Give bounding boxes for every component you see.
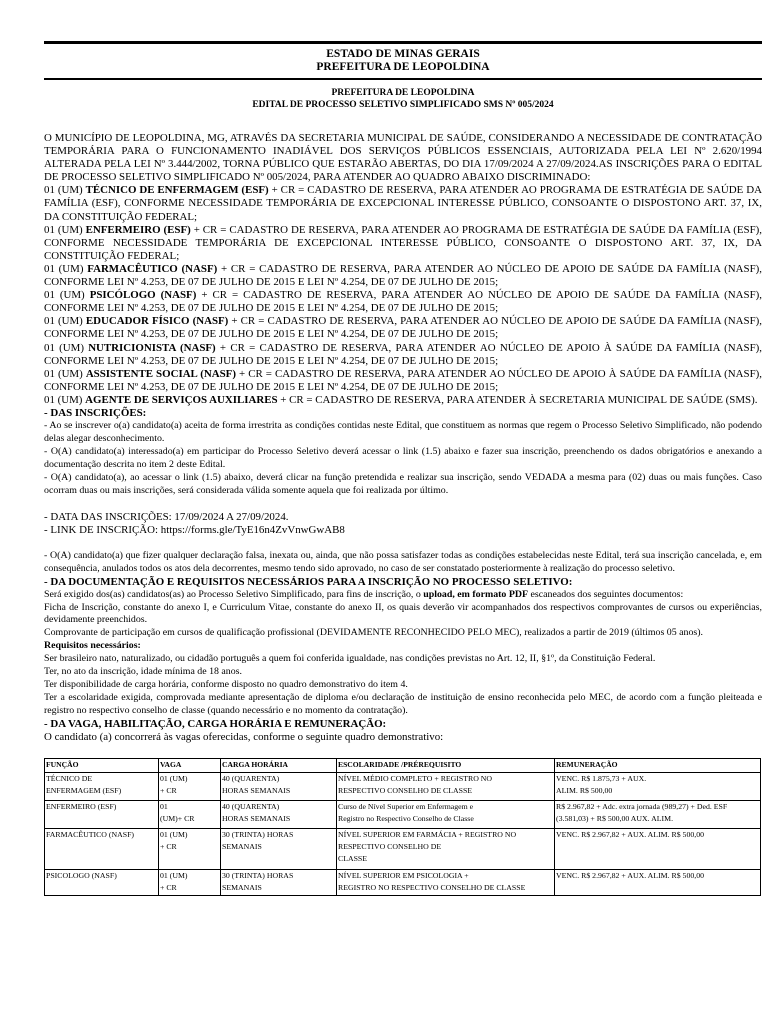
vacancy-item: 01 (UM) ENFERMEIRO (ESF) + CR = CADASTRO DE RESERVA, PARA ATENDER AO PROGRAMA DE ESTRATÉGIA DE SAÚDE DA FAMÍLIA (ESF), CONFORME NECESSIDADE TEMPORÁRIA DE EXCEPCIONAL INTERESSE PÚBLICO, CONSOANTE O DISPOSTONO ART. 37, IX, DA CONSTITUIÇÃO FEDERAL;	[44, 223, 763, 262]
col-vaga-header: VAGA	[159, 758, 221, 772]
cell-funcao: PSICOLOGO (NASF)	[45, 869, 159, 895]
vacancy-list	[44, 184, 762, 407]
cell-vaga: 01 (UM) + CR	[159, 772, 221, 800]
cell-escolaridade: NÍVEL SUPERIOR EM PSICOLOGIA + REGISTRO NO RESPECTIVO CONSELHO DE CLASSE	[337, 869, 555, 895]
col-funcao-header: FUNÇÃO	[45, 758, 159, 772]
cell-escolaridade: NÍVEL SUPERIOR EM FARMÁCIA + REGISTRO NO RESPECTIVO CONSELHO DE CLASSE	[337, 828, 555, 869]
table-row	[45, 772, 761, 800]
inscricao-item: - O(A) candidato(a), ao acessar o link (1.5) abaixo, deverá clicar na função pretendida e realizar sua inscrição, sendo VEDADA a mesma para (02) duas ou mais funções. Caso ocorram duas ou mais inscrições, será considerada válida somente aquela que foi realizada por último.	[44, 471, 762, 496]
vacancy-item: 01 (UM) AGENTE DE SERVIÇOS AUXILIARES + CR = CADASTRO DE RESERVA, PARA ATENDER À SECRETARIA MUNICIPAL DE SAÚDE (SMS).	[44, 393, 758, 406]
cell-vaga: 01 (UM)+ CR	[159, 800, 221, 828]
vacancy-role: ASSISTENTE SOCIAL (NASF)	[85, 367, 236, 380]
false-declaration-paragraph: - O(A) candidato(a) que fizer qualquer declaração falsa, inexata ou, ainda, que não possa satisfazer todas as condições estabelecidas neste Edital, terá sua inscrição cancelada, e, em consequência, anulados todos os atos dela decorrentes, mesmo tendo sido aprovado, no caso de ser constatado posteriormente à realização do processo seletivo.	[44, 549, 762, 574]
header-city: PREFEITURA DE LEOPOLDINA	[316, 61, 490, 73]
cell-escolaridade: Curso de Nível Superior em Enfermagem e Registro no Respectivo Conselho de Classe	[337, 800, 555, 828]
vaga-heading: - DA VAGA, HABILITAÇÃO, CARGA HORÁRIA E REMUNERAÇÃO:	[44, 717, 387, 730]
vacancy-item: 01 (UM) PSICÓLOGO (NASF) + CR = CADASTRO DE RESERVA, PARA ATENDER AO NÚCLEO DE APOIO DE SAÚDE DA FAMÍLIA (NASF), CONFORME LEI Nº 4.253, DE 07 DE JULHO DE 2015 E LEI Nº 4.254, DE 07 DE JULHO DE 2015;	[44, 289, 762, 315]
col-carga-header: CARGA HORÁRIA	[221, 758, 337, 772]
document-body	[44, 132, 762, 744]
col-remuneracao-header: REMUNERAÇÃO	[555, 758, 761, 772]
requisito-item: Ter disponibilidade de carga horária, conforme disposto no quadro demonstrativo do item 4.	[44, 678, 408, 690]
cell-remuneracao: VENC. R$ 2.967,82 + AUX. ALIM. R$ 500,00	[555, 869, 761, 895]
cell-funcao: TÉCNICO DE ENFERMAGEM (ESF)	[45, 772, 159, 800]
documentacao-section	[44, 589, 762, 718]
table-header-row	[45, 758, 761, 772]
cell-vaga: 01 (UM) + CR	[159, 828, 221, 869]
vacancy-item: 01 (UM) TÉCNICO DE ENFERMAGEM (ESF) + CR = CADASTRO DE RESERVA, PARA ATENDER AO PROGRAMA DE ESTRATÉGIA DE SAÚDE DA FAMÍLIA (ESF), CONFORME NECESSIDADE TEMPORÁRIA DE EXCEPCIONAL INTERESSE PÚBLICO, CONSOANTE O DISPOSTONO ART. 37, IX, DA CONSTITUIÇÃO FEDERAL;	[44, 184, 762, 223]
vacancy-role: PSICÓLOGO (NASF)	[89, 289, 197, 302]
vacancy-role: EDUCADOR FÍSICO (NASF)	[85, 315, 229, 328]
inscricao-dates: - DATA DAS INSCRIÇÕES: 17/09/2024 A 27/09/2024.	[44, 510, 289, 523]
edital-title: EDITAL DE PROCESSO SELETIVO SIMPLIFICADO SMS Nº 005/2024	[252, 100, 554, 110]
intro-paragraph: O MUNICÍPIO DE LEOPOLDINA, MG, ATRAVÉS DA SECRETARIA MUNICIPAL DE SAÚDE, CONSIDERANDO A NECESSIDADE DE CONTRATAÇÃO TEMPORÁRIA PARA O FUNCIONAMENTO INADIÁVEL DOS SERVIÇOS PÚBLICOS ESSENCIAIS, AUTORIZADA PELA LEI Nº 2.620/1994 ALTERADA PELA LEI Nº 3.444/2002, TORNA PÚBLICO QUE ESTARÃO ABERTAS, DO DIA 17/09/2024 A 27/09/2024.AS INSCRIÇÕES PARA O EDITAL DE PROCESSO SELETIVO SIMPLIFICADO Nº 005/2024, PARA ATENDER AO QUADRO ABAIXO DISCRIMINADO:	[44, 132, 762, 184]
document-page	[44, 0, 762, 896]
cell-carga: 40 (QUARENTA) HORAS SEMANAIS	[221, 772, 337, 800]
vacancy-role: ENFERMEIRO (ESF)	[85, 223, 191, 236]
inscricao-item: - O(A) candidato(a) interessado(a) em participar do Processo Seletivo deverá acessar o link (1.5) abaixo e fazer sua inscrição, preenchendo os dados obrigatórios e anexando a documentação descrita no item 2 deste Edital.	[44, 445, 762, 470]
table-row	[45, 828, 761, 869]
cell-funcao: FARMACÊUTICO (NASF)	[45, 828, 159, 869]
vacancy-item: 01 (UM) FARMACÊUTICO (NASF) + CR = CADASTRO DE RESERVA, PARA ATENDER AO NÚCLEO DE APOIO DE SAÚDE DA FAMÍLIA (NASF), CONFORME LEI Nº 4.253, DE 07 DE JULHO DE 2015 E LEI Nº 4.254, DE 07 DE JULHO DE 2015;	[44, 262, 763, 289]
cell-remuneracao: VENC. R$ 2.967,82 + AUX. ALIM. R$ 500,00	[555, 828, 761, 869]
table-row	[45, 869, 761, 895]
header-state: ESTADO DE MINAS GERAIS	[326, 48, 480, 60]
table-row	[45, 800, 761, 828]
vacancy-item: 01 (UM) EDUCADOR FÍSICO (NASF) + CR = CADASTRO DE RESERVA, PARA ATENDER AO NÚCLEO DE APOIO DE SAÚDE DA FAMÍLIA (NASF), CONFORME LEI Nº 4.253, DE 07 DE JULHO DE 2015 E LEI Nº 4.254, DE 07 DE JULHO DE 2015;	[44, 315, 762, 341]
inscricao-item: - Ao se inscrever o(a) candidato(a) aceita de forma irrestrita as condições contidas neste Edital, que constituem as normas que regem o Processo Seletivo Simplificado, não podendo delas alegar desconhecimento.	[44, 420, 762, 444]
upload-pdf-emphasis: upload, em formato PDF	[423, 588, 529, 600]
documentacao-p3: Comprovante de participação em cursos de qualificação profissional (DEVIDAMENTE RECONHECIDO PELO MEC), realizados a partir de 2019 (últimos 05 anos).	[44, 627, 703, 639]
requisito-item: Ser brasileiro nato, naturalizado, ou cidadão português a quem foi conferida igualdade, nas condições previstas no Art. 12, II, §1º, da Constituição Federal.	[44, 653, 656, 665]
inscricao-link[interactable]: - LINK DE INSCRIÇÃO: https://forms.gle/TyE16n4ZvVnwGwAB8	[44, 523, 345, 536]
documentacao-p2: Ficha de Inscrição, constante do anexo I, e Curriculum Vitae, constante do anexo II, os quais deverão vir acompanhados dos respectivos comprovantes de cursos ou experiências, devidamente preenchidos.	[44, 601, 762, 626]
vacancy-role: TÉCNICO DE ENFERMAGEM (ESF)	[85, 184, 269, 197]
vacancy-table	[44, 758, 761, 896]
sub-prefeitura: PREFEITURA DE LEOPOLDINA	[331, 88, 475, 98]
vacancy-role: AGENTE DE SERVIÇOS AUXILIARES	[85, 393, 278, 406]
requisito-item: Ter, no ato da inscrição, idade mínima de 18 anos.	[44, 666, 242, 678]
vacancy-item: 01 (UM) ASSISTENTE SOCIAL (NASF) + CR = CADASTRO DE RESERVA, PARA ATENDER AO NÚCLEO DE APOIO À SAÚDE DA FAMÍLIA (NASF), CONFORME LEI Nº 4.253, DE 07 DE JULHO DE 2015 E LEI Nº 4.254, DE 07 DE JULHO DE 2015;	[44, 367, 762, 393]
inscricoes-section	[44, 420, 762, 497]
col-escolaridade-header: ESCOLARIDADE /PRÉREQUISITO	[337, 758, 555, 772]
vaga-intro: O candidato (a) concorrerá às vagas oferecidas, conforme o seguinte quadro demonstrativo:	[44, 730, 444, 743]
documentacao-p1: Será exigido dos(as) candidatos(as) ao Processo Seletivo Simplificado, para fins de inscrição, o upload, em formato PDF escaneados dos seguintes documentos:	[44, 588, 684, 600]
cell-carga: 40 (QUARENTA) HORAS SEMANAIS	[221, 800, 337, 828]
requisito-item: Ter a escolaridade exigida, comprovada mediante apresentação de diploma e/ou declaração de instituição de ensino reconhecida pelo MEC, de acordo com a função pleiteada e registro no respectivo conselho de classe (quando necessário e no momento da contratação).	[44, 691, 762, 716]
cell-vaga: 01 (UM) + CR	[159, 869, 221, 895]
vacancy-item: 01 (UM) NUTRICIONISTA (NASF) + CR = CADASTRO DE RESERVA, PARA ATENDER AO NÚCLEO DE APOIO À SAÚDE DA FAMÍLIA (NASF), CONFORME LEI Nº 4.253, DE 07 DE JULHO DE 2015 E LEI Nº 4.254, DE 07 DE JULHO DE 2015;	[44, 341, 762, 367]
cell-carga: 30 (TRINTA) HORAS SEMANAIS	[221, 828, 337, 869]
vacancy-role: FARMACÊUTICO (NASF)	[87, 262, 218, 275]
documentacao-heading: - DA DOCUMENTAÇÃO E REQUISITOS NECESSÁRIOS PARA A INSCRIÇÃO NO PROCESSO SELETIVO:	[44, 575, 573, 588]
requisitos-heading: Requisitos necessários:	[44, 640, 141, 652]
cell-carga: 30 (TRINTA) HORAS SEMANAIS	[221, 869, 337, 895]
inscricoes-heading: - DAS INSCRIÇÕES:	[44, 406, 147, 419]
vacancy-role: NUTRICIONISTA (NASF)	[88, 341, 216, 354]
cell-remuneracao: R$ 2.967,82 + Adc. extra jornada (989,27) + Ded. ESF (3.581,03) + R$ 500,00 AUX. ALIM.	[555, 800, 761, 828]
cell-remuneracao: VENC. R$ 1.875,73 + AUX. ALIM. R$ 500,00	[555, 772, 761, 800]
cell-funcao: ENFERMEIRO (ESF)	[45, 800, 159, 828]
cell-escolaridade: NÍVEL MÉDIO COMPLETO + REGISTRO NO RESPECTIVO CONSELHO DE CLASSE	[337, 772, 555, 800]
